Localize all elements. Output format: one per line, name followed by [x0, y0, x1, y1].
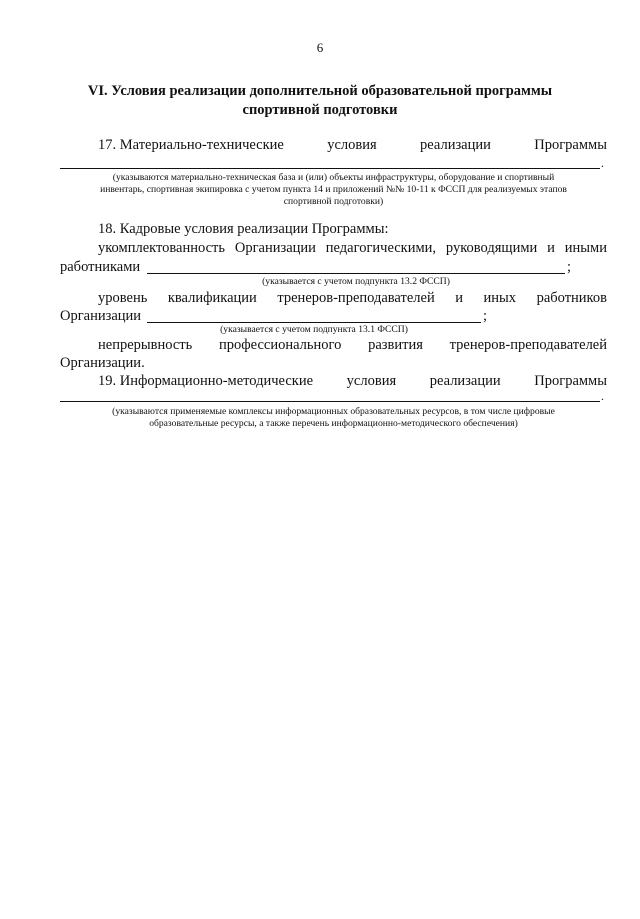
staffing-fill-line: [147, 273, 565, 274]
continuity-word: развития: [368, 337, 423, 353]
item-17-word: Программы: [534, 137, 607, 153]
qualification-line: [98, 290, 607, 307]
qualification-word: иных: [483, 290, 517, 306]
qualification-word: и: [455, 290, 463, 306]
qualification-fill-line: [147, 322, 481, 323]
staffing-word: иными: [564, 240, 607, 256]
staffing-end: ;: [567, 259, 572, 275]
item-19-fill-line: [60, 401, 600, 402]
item-19-word: Программы: [534, 373, 607, 389]
section-title-line-1: VI. Условия реализации дополнительной образовательной программы: [87, 83, 553, 99]
item-17-note-line: спортивной подготовки): [283, 196, 384, 207]
continuity-word: тренеров-преподавателей: [449, 337, 607, 353]
item-17-end-dot: .: [601, 156, 604, 170]
item-19-note-line: образовательные ресурсы, а также перечень информационно-методического обеспечения): [149, 418, 518, 429]
staffing-note: (указывается с учетом подпункта 13.2 ФССП): [262, 276, 450, 287]
item-17-note-line: (указываются материально-техническая база и (или) объекты инфраструктуры, оборудование и спортивный: [112, 172, 555, 183]
continuity-line: [98, 337, 607, 354]
qualification-note: (указывается с учетом подпункта 13.1 ФССП): [220, 324, 408, 335]
continuity-word: профессионального: [219, 337, 342, 353]
continuity-word: непрерывность: [98, 337, 193, 353]
qualification-word: тренеров-преподавателей: [277, 290, 435, 306]
item-19-word: реализации: [429, 373, 501, 389]
item-19-note: [60, 406, 607, 430]
item-18-heading: 18. Кадровые условия реализации Программы:: [98, 221, 389, 237]
item-19-end-dot: .: [601, 389, 604, 403]
item-19-heading: [98, 373, 607, 390]
page-number: 6: [316, 40, 324, 55]
staffing-cont-label: работниками: [60, 259, 141, 275]
staffing-word: Организации: [234, 240, 316, 256]
staffing-word: руководящими: [445, 240, 538, 256]
item-17-word: условия: [327, 137, 377, 153]
staffing-word: и: [547, 240, 555, 256]
staffing-word: укомплектованность: [98, 240, 225, 256]
item-17-note-line: инвентарь, спортивная экипировка с учетом пункта 14 и приложений №№ 10-11 к ФССП для реализуемых этапов: [100, 184, 567, 195]
item-17-fill-line: [60, 168, 600, 169]
item-19-note-line: (указываются применяемые комплексы информационных образовательных ресурсов, в том числе цифровые: [112, 406, 555, 417]
qualification-word: уровень: [98, 290, 148, 306]
qualification-end: ;: [483, 308, 488, 324]
qualification-word: квалификации: [167, 290, 257, 306]
item-17-heading: [98, 137, 607, 154]
item-19-word: 19. Информационно-методические: [98, 373, 314, 389]
item-17-word: 17. Материально-технические: [98, 137, 284, 153]
item-17-note: [60, 172, 607, 208]
section-title: [60, 82, 580, 120]
qualification-cont-label: Организации: [60, 308, 142, 324]
item-17-word: реализации: [420, 137, 491, 153]
continuity-end: Организации.: [60, 355, 145, 371]
staffing-word: педагогическими,: [325, 240, 437, 256]
item-19-word: условия: [346, 373, 397, 389]
qualification-word: работников: [536, 290, 607, 306]
staffing-line: [98, 240, 607, 257]
section-title-line-2: спортивной подготовки: [242, 102, 398, 118]
